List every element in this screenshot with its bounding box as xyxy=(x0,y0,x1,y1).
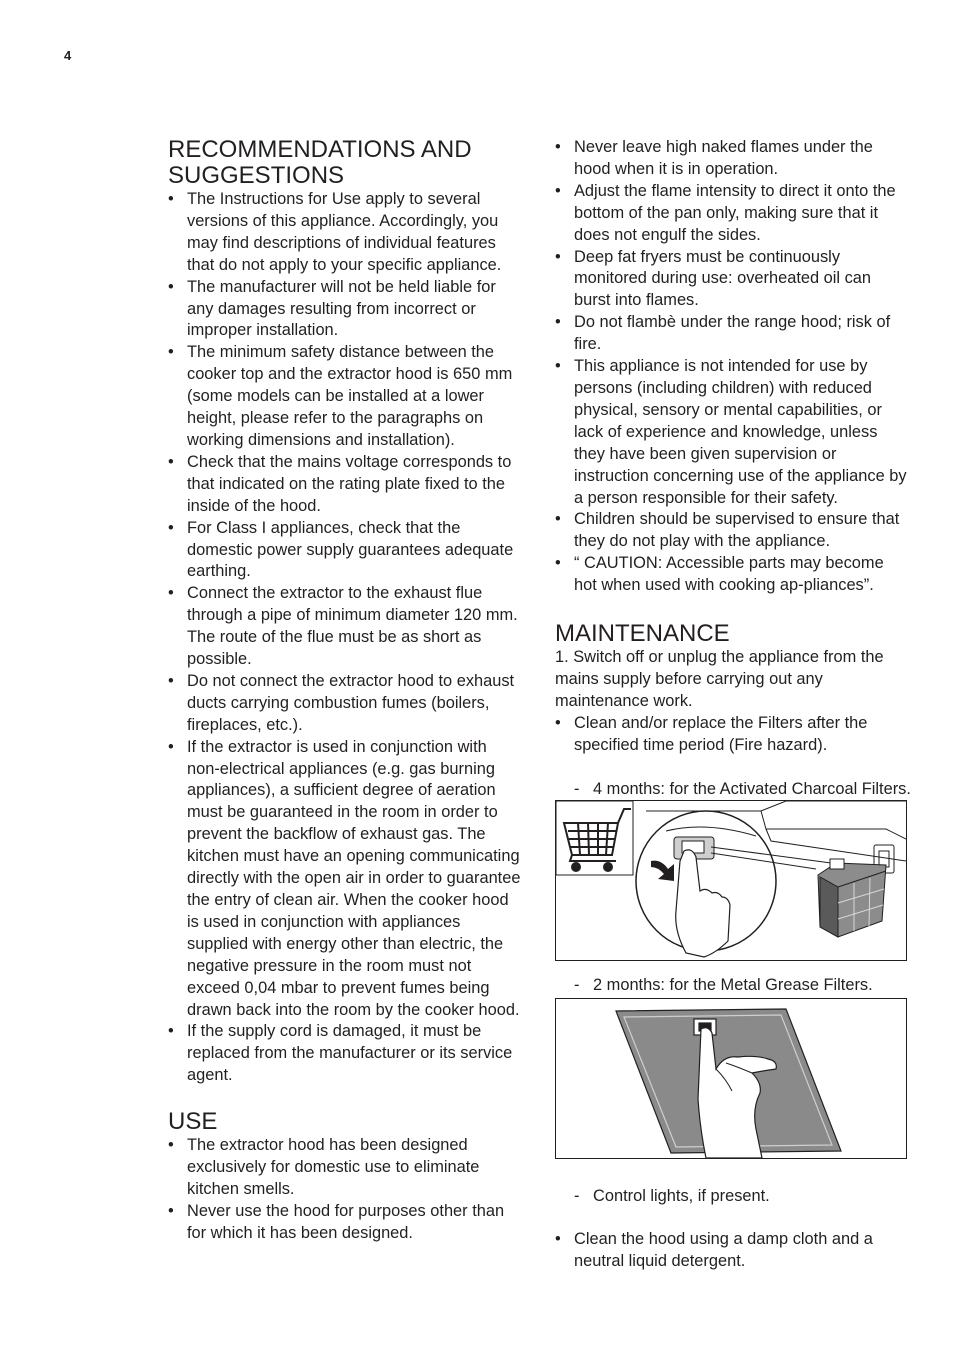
maintenance-filters-list xyxy=(555,713,911,757)
maintenance-intro: 1. Switch off or unplug the appliance from the mains supply before carrying out any maintenance work. xyxy=(555,648,884,710)
list-item: • Do not flambè under the range hood; risk of fire. xyxy=(555,312,911,356)
use-heading: USE xyxy=(168,1108,218,1136)
maintenance-clean-list xyxy=(555,1229,911,1273)
charcoal-filter-block xyxy=(818,859,886,937)
list-item: • If the supply cord is damaged, it must be replaced from the manufacturer or its service agent. xyxy=(168,1021,524,1087)
recommendations-heading: RECOMMENDATIONS AND SUGGESTIONS xyxy=(168,136,472,189)
list-item: • The Instructions for Use apply to several versions of this appliance. Accordingly, you may find descriptions of individual features that do not apply to your specific appliance. xyxy=(168,189,524,277)
right-column xyxy=(555,137,911,1273)
list-item: • “ CAUTION: Accessible parts may become hot when used with cooking ap-pliances”. xyxy=(555,553,911,597)
use-continued-list xyxy=(555,137,911,597)
list-item: • Connect the extractor to the exhaust flue through a pipe of minimum diameter 120 mm. The route of the flue must be as short as possible. xyxy=(168,583,524,671)
charcoal-filter-illustration xyxy=(556,801,906,960)
recommendations-list xyxy=(168,189,524,1087)
grease-filter-text: 2 months: for the Metal Grease Filters. xyxy=(593,976,873,995)
list-item: • The extractor hood has been designed exclusively for domestic use to eliminate kitchen smells. xyxy=(168,1135,524,1201)
grease-filter-interval xyxy=(555,975,911,997)
dash-marker: - xyxy=(574,1187,580,1206)
dash-marker: - xyxy=(574,976,580,995)
list-item: • Clean and/or replace the Filters after the specified time period (Fire hazard). xyxy=(555,713,911,757)
left-column xyxy=(168,137,524,1245)
dash-marker: - xyxy=(574,779,580,798)
list-item: • Check that the mains voltage corresponds to that indicated on the rating plate fixed to the inside of the hood. xyxy=(168,452,524,518)
grease-filter-illustration xyxy=(556,999,906,1158)
list-item: • This appliance is not intended for use by persons (including children) with reduced physical, sensory or mental capabilities, or lack of experience and knowledge, unless they have been given supervision or instruction concerning use of the appliance by a person responsible for their safety. xyxy=(555,356,911,509)
list-item: • Children should be supervised to ensure that they do not play with the appliance. xyxy=(555,509,911,553)
list-item: • Deep fat fryers must be continuously monitored during use: overheated oil can burst into flames. xyxy=(555,247,911,313)
list-item: • If the extractor is used in conjunction with non-electrical appliances (e.g. gas burning appliances), a sufficient degree of aeration must be guaranteed in the room in order to prevent the backflow of exhaust gas. The kitchen must have an opening communicating directly with the open air in order to guarantee the entry of clean air. When the cooker hood is used in conjunction with appliances supplied with energy other than electric, the negative pressure in the room must not exceed 0,04 mbar to prevent fumes being drawn back into the room by the cooker hood. xyxy=(168,737,524,1022)
control-lights-item xyxy=(555,1186,911,1208)
grease-filter-figure xyxy=(555,998,907,1159)
maintenance-heading: MAINTENANCE xyxy=(555,620,730,648)
list-item: • The minimum safety distance between the cooker top and the extractor hood is 650 mm (some models can be installed at a lower height, please refer to the paragraphs on working dimensions and installation). xyxy=(168,342,524,452)
list-item: • Never leave high naked flames under the hood when it is in operation. xyxy=(555,137,911,181)
list-item: • For Class I appliances, check that the domestic power supply guarantees adequate earthing. xyxy=(168,518,524,584)
control-lights-text: Control lights, if present. xyxy=(593,1187,770,1206)
list-item: • Adjust the flame intensity to direct it onto the bottom of the pan only, making sure that it does not engulf the sides. xyxy=(555,181,911,247)
list-item: • Never use the hood for purposes other than for which it has been designed. xyxy=(168,1201,524,1245)
use-list xyxy=(168,1135,524,1245)
charcoal-filter-text: 4 months: for the Activated Charcoal Filters. xyxy=(593,779,911,798)
list-item: • Do not connect the extractor hood to exhaust ducts carrying combustion fumes (boilers, fireplaces, etc.). xyxy=(168,671,524,737)
list-item: • Clean the hood using a damp cloth and a neutral liquid detergent. xyxy=(555,1229,911,1273)
page-number: 4 xyxy=(64,48,72,63)
charcoal-filter-interval xyxy=(555,779,911,801)
charcoal-filter-figure xyxy=(555,800,907,961)
list-item: • The manufacturer will not be held liable for any damages resulting from incorrect or improper installation. xyxy=(168,277,524,343)
